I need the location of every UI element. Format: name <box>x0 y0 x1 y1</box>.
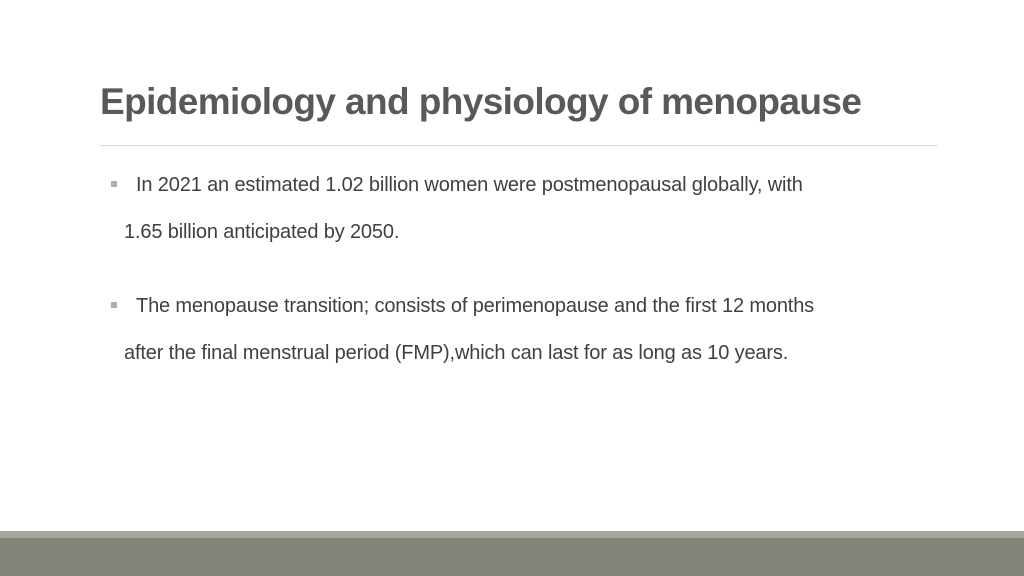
bullet-1-line-1: In 2021 an estimated 1.02 billion women were postmenopausal globally, with <box>136 174 803 196</box>
footer-accent-band <box>0 531 1024 538</box>
bullet-2-line-1: The menopause transition; consists of perimenopause and the first 12 months <box>136 295 815 317</box>
bullet-item-1 <box>107 162 967 256</box>
square-bullet-icon <box>111 181 117 187</box>
square-bullet-icon <box>111 302 117 308</box>
bullet-list <box>107 162 967 404</box>
slide-title: Epidemiology and physiology of menopause <box>100 81 862 122</box>
bullet-item-2 <box>107 283 967 377</box>
bullet-2-line-2: after the final menstrual period (FMP),which can last for as long as 10 years. <box>124 342 789 364</box>
title-divider <box>100 145 938 146</box>
bullet-1-line-2: 1.65 billion anticipated by 2050. <box>124 221 400 243</box>
footer-band <box>0 538 1024 576</box>
